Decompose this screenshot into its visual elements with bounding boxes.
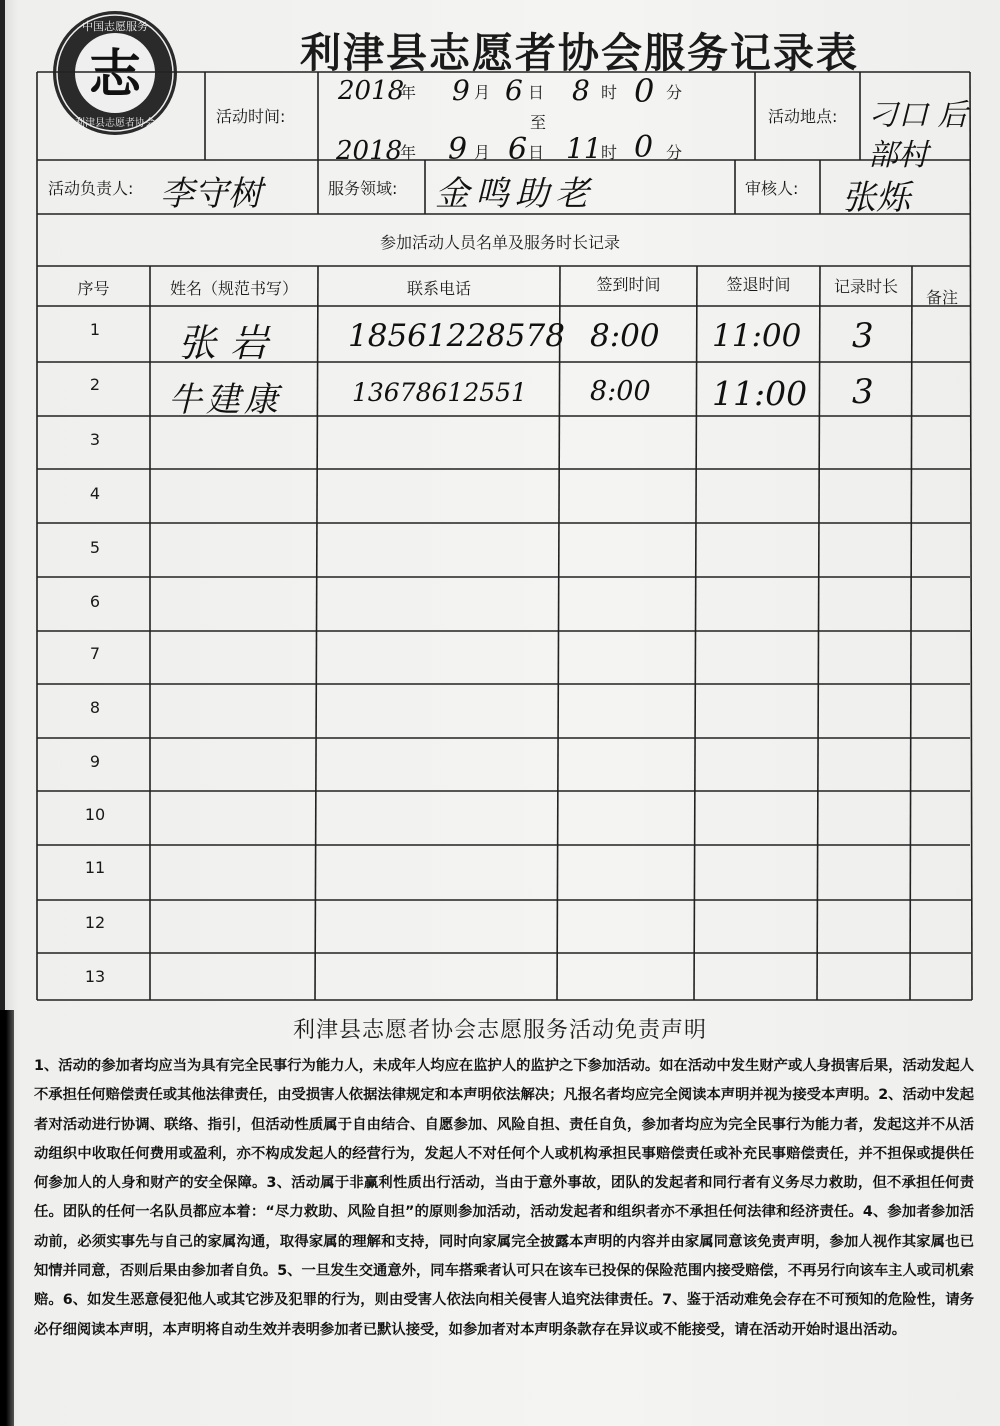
row2-name: 牛建康 — [168, 380, 282, 420]
row-number: 12 — [84, 913, 106, 932]
start-minute: 0 — [634, 72, 655, 110]
end-hour: 11 — [566, 132, 602, 165]
start-minute-unit: 分 — [666, 83, 683, 102]
statement-body: 1、活动的参加者均应当为具有完全民事行为能力人，未成年人均应在监护人的监护之下参加活动。如在活动中发生财产或人身损害后果，活动发起人不承担任何赔偿责任或其他法律责任，由受损害人依据法律规定和本声明依法解决；凡报名者均应完全阅读本声明并视为接受本声明。2、活动中发起者对活动进行协调、联络、指引，但活动性质属于自由结合、自愿参加、风险自担、责任自负，参加者均应为完全民事行为能力者，发起这并不从活动组织中收取任何费用或盈利，亦不构成发起人的经营行为，发起人不对任何个人或机构承担民事赔偿责任或补充民事赔偿责任，并不担保或提供任何参加人的人身和财产的安全保障。3、活动属于非赢利性质出行活动，当由于意外事故，团队的发起者和同行者有义务尽力救助，但不承担任何责任。团队的任何一名队员都应本着：“尽力救助、风险自担”的原则参加活动，活动发起者和组织者亦不承担任何法律和经济责任。4、参加者参加活动前，必须实事先与自己的家属沟通，取得家属的理解和支持，同时向家属完全披露本声明的内容并由家属同意该免责声明，参加人视作其家属也已知情并同意，否则后果由参加者自负。5、一旦发生交通意外，同车搭乘者认可只在该车已投保的保险范围内接受赔偿，不再另行向该车主人或司机索赔。6、如发生恶意侵犯他人或其它涉及犯罪的行为，则由受害人依法向相关侵害人追究法律责任。7、鉴于活动难免会存在不可预知的危险性，请务必仔细阅读本声明，本声明将自动生效并表明参加者已默认接受，如参加者对本声明条款存在异议或不能接受，请在活动开始时退出活动。 — [34, 1058, 974, 1338]
row1-sign-in: 8:00 — [590, 318, 660, 354]
reviewer-value: 张烁 — [842, 178, 910, 218]
end-day: 6 — [508, 132, 528, 167]
row1-hours: 3 — [852, 316, 874, 356]
col-header-sign-in: 签到时间 — [596, 275, 661, 294]
reviewer-label: 审核人: — [745, 179, 799, 198]
row2-sign-in: 8:00 — [590, 376, 651, 407]
start-month: 9 — [452, 74, 470, 107]
row2-phone: 13678612551 — [352, 378, 527, 407]
end-minute-unit: 分 — [666, 143, 683, 162]
leader-value: 李守树 — [160, 174, 262, 214]
to-label: 至 — [530, 113, 547, 132]
logo-top-text: 中国志愿服务 — [82, 20, 148, 33]
end-day-unit: 日 — [528, 143, 545, 162]
start-day-unit: 日 — [528, 83, 545, 102]
location-label: 活动地点: — [768, 107, 838, 126]
col-header-note: 备注 — [925, 288, 958, 307]
row-number: 11 — [84, 858, 106, 877]
row2-hours: 3 — [852, 372, 874, 412]
leader-label: 活动负责人: — [48, 179, 134, 198]
row-number: 10 — [84, 805, 106, 824]
row-number: 2 — [89, 375, 101, 394]
start-year: 2018 — [338, 76, 405, 106]
row-number: 4 — [89, 484, 101, 503]
row1-sign-out: 11:00 — [712, 318, 802, 354]
row-number: 1 — [89, 320, 101, 339]
row-number: 9 — [89, 752, 101, 771]
end-month-unit: 月 — [474, 143, 491, 162]
end-minute: 0 — [634, 130, 654, 165]
row-number: 5 — [89, 538, 101, 557]
end-month: 9 — [448, 132, 468, 167]
row1-phone: 18561228578 — [348, 318, 565, 354]
row1-name: 张岩 — [178, 321, 283, 365]
start-day: 6 — [505, 74, 523, 107]
start-hour-unit: 时 — [601, 83, 618, 102]
row-number: 6 — [89, 592, 101, 611]
start-hour: 8 — [572, 74, 590, 107]
col-header-phone: 联系电话 — [406, 279, 471, 298]
activity-time-label: 活动时间: — [216, 107, 286, 126]
start-year-unit: 年 — [400, 83, 417, 102]
col-header-name: 姓名（规范书写） — [169, 279, 298, 298]
row-number: 8 — [89, 698, 101, 717]
service-field-label: 服务领域: — [328, 179, 398, 198]
logo-bottom-text: 利津县志愿者协会 — [75, 118, 155, 129]
col-header-no: 序号 — [77, 279, 110, 298]
location-value: 刁口 后部村 — [868, 98, 968, 173]
end-hour-unit: 时 — [601, 143, 618, 162]
service-field-value: 金鸣助老 — [435, 174, 595, 214]
logo-center-char: 志 — [88, 44, 142, 105]
start-month-unit: 月 — [474, 83, 491, 102]
row-number: 13 — [84, 967, 106, 986]
row-number: 7 — [89, 644, 101, 663]
col-header-sign-out: 签退时间 — [726, 275, 791, 294]
end-year: 2018 — [336, 136, 403, 166]
roster-section-title: 参加活动人员名单及服务时长记录 — [379, 233, 620, 252]
statement-title: 利津县志愿者协会志愿服务活动免责声明 — [292, 1018, 707, 1043]
form-title: 利津县志愿者协会服务记录表 — [300, 29, 859, 77]
end-year-unit: 年 — [400, 143, 417, 162]
row2-sign-out: 11:00 — [712, 374, 808, 413]
col-header-hours: 记录时长 — [833, 277, 898, 296]
row-number: 3 — [89, 430, 101, 449]
scan-edge-shadow-bottom — [0, 1010, 14, 1426]
